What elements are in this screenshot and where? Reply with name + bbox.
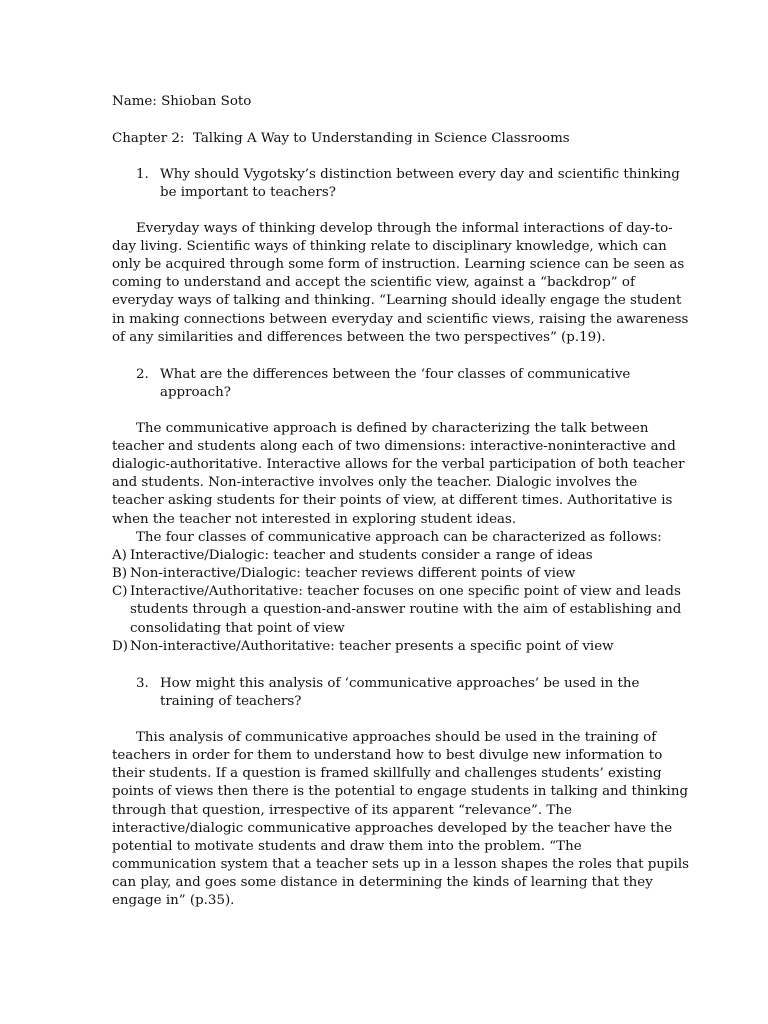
list-item-text: Non-interactive/Authoritative: teacher presents a specific point of view — [130, 639, 614, 654]
question-number: 2. — [136, 367, 149, 382]
paragraph-line: The communicative approach is defined by characterizing the talk between — [136, 421, 649, 436]
paragraph-line: dialogic-authoritative. Interactive allows for the verbal participation of both teacher — [112, 457, 685, 472]
paragraph-line: engage in” (p.35). — [112, 893, 235, 908]
paragraph-line: day living. Scientific ways of thinking relate to disciplinary knowledge, which can — [112, 239, 667, 254]
question-line: How might this analysis of ‘communicative approaches’ be used in the — [160, 676, 640, 691]
paragraph-line: teacher and students along each of two dimensions: interactive-noninteractive and — [112, 439, 676, 454]
list-item-text: Interactive/Authoritative: teacher focuses on one specific point of view and leads — [130, 584, 681, 599]
list-item-text: students through a question-and-answer routine with the aim of establishing and — [130, 602, 682, 617]
question-line: Why should Vygotsky’s distinction between every day and scientific thinking — [160, 167, 680, 182]
list-item-text: consolidating that point of view — [130, 621, 345, 636]
list-marker: C) — [112, 584, 128, 599]
question-line: be important to teachers? — [160, 185, 336, 200]
list-marker: D) — [112, 639, 128, 654]
paragraph-line: communication system that a teacher sets up in a lesson shapes the roles that pupils — [112, 857, 689, 872]
paragraph-line: in making connections between everyday and scientific views, raising the awareness — [112, 312, 689, 327]
paragraph-line: points of views then there is the potential to engage students in talking and thinking — [112, 784, 689, 799]
question-number: 3. — [136, 676, 149, 691]
list-item-text: Interactive/Dialogic: teacher and students consider a range of ideas — [130, 548, 593, 563]
paragraph-line: of any similarities and differences between the two perspectives” (p.19). — [112, 330, 606, 345]
question-line: What are the differences between the ‘four classes of communicative — [160, 367, 631, 382]
list-marker: B) — [112, 566, 128, 581]
paragraph-line: can play, and goes some distance in determining the kinds of learning that they — [112, 875, 653, 890]
paragraph-line: teacher asking students for their points of view, at different times. Authoritative is — [112, 493, 673, 508]
list-item-text: Non-interactive/Dialogic: teacher reviews different points of view — [130, 566, 576, 581]
paragraph-line: when the teacher not interested in exploring student ideas. — [112, 512, 517, 527]
name-line: Name: Shioban Soto — [112, 94, 252, 109]
paragraph-line: teachers in order for them to understand how to best divulge new information to — [112, 748, 663, 763]
list-marker: A) — [112, 548, 127, 563]
paragraph-line: their students. If a question is framed skillfully and challenges students’ existing — [112, 766, 662, 781]
paragraph-line: everyday ways of talking and thinking. “Learning should ideally engage the student — [112, 293, 682, 308]
paragraph-line: potential to motivate students and draw them into the problem. “The — [112, 839, 582, 854]
paragraph-line: interactive/dialogic communicative approaches developed by the teacher have the — [112, 821, 673, 836]
paragraph-line: The four classes of communicative approach can be characterized as follows: — [136, 530, 662, 545]
question-number: 1. — [136, 167, 149, 182]
paragraph-line: This analysis of communicative approaches should be used in the training of — [136, 730, 657, 745]
paragraph-line: through that question, irrespective of its apparent “relevance”. The — [112, 803, 572, 818]
question-line: training of teachers? — [160, 694, 302, 709]
paragraph-line: Everyday ways of thinking develop through the informal interactions of day-to- — [136, 221, 673, 236]
paragraph-line: only be acquired through some form of instruction. Learning science can be seen as — [112, 257, 685, 272]
paragraph-line: and students. Non-interactive involves only the teacher. Dialogic involves the — [112, 475, 638, 490]
chapter-title: Chapter 2: Talking A Way to Understanding in Science Classrooms — [112, 131, 570, 146]
question-line: approach? — [160, 385, 231, 400]
paragraph-line: coming to understand and accept the scientific view, against a “backdrop” of — [112, 275, 635, 290]
